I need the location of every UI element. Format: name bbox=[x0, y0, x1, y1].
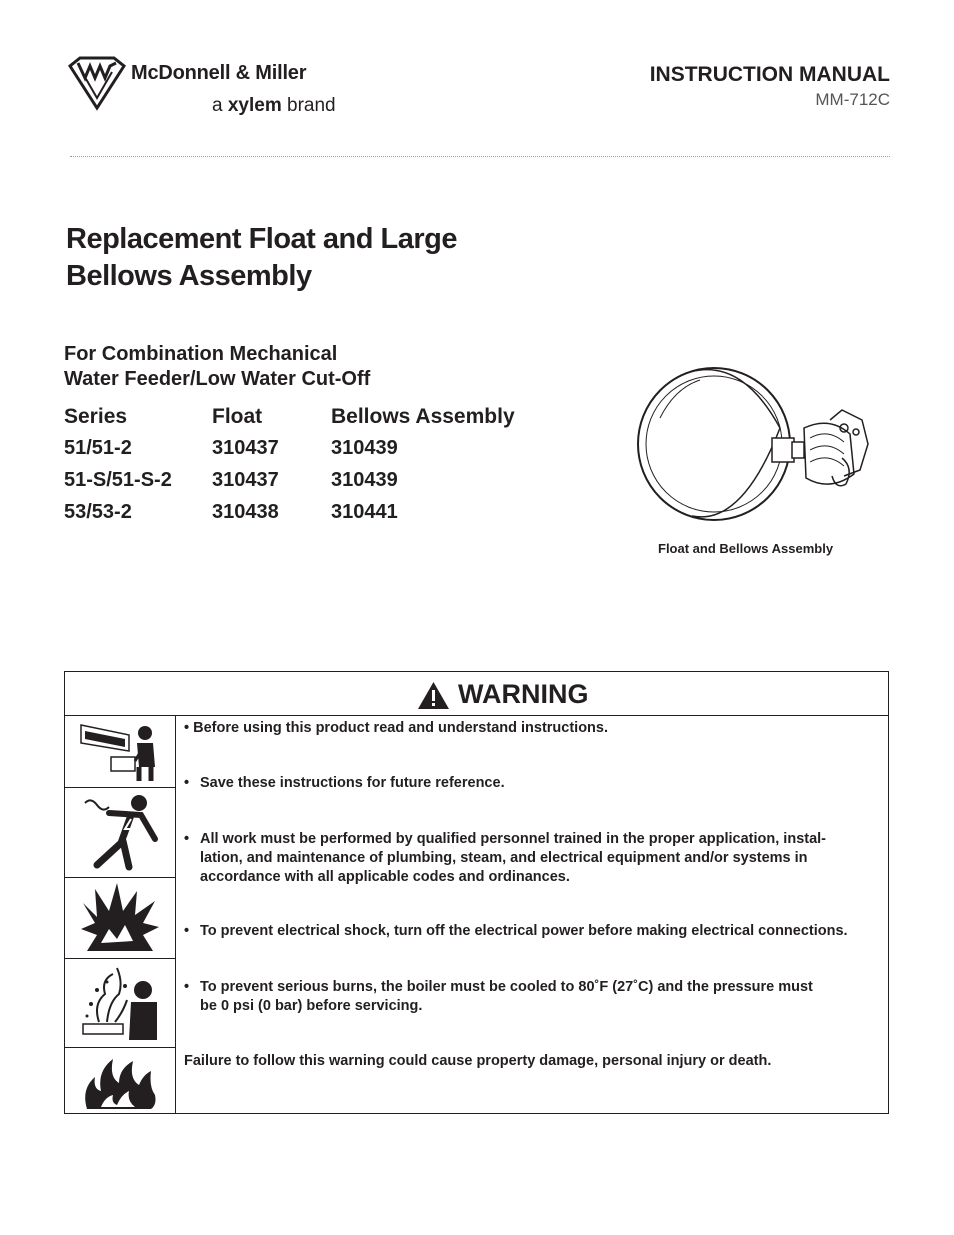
brand-name: McDonnell & Miller bbox=[131, 62, 307, 84]
header-divider bbox=[70, 156, 890, 157]
warning-heading: WARNING bbox=[458, 679, 589, 709]
warning-item: • To prevent serious burns, the boiler must be cooled to 80˚F (27˚C) and the pressure must be 0 psi (0 bar) before servicing. bbox=[184, 979, 813, 1014]
warning-footer: Failure to follow this warning could cause property damage, personal injury or death. bbox=[184, 1053, 772, 1069]
brand-subtitle: a xylem brand bbox=[212, 95, 336, 116]
hazard-cell bbox=[65, 788, 175, 878]
bellows-cell: 310439 bbox=[331, 436, 398, 459]
column-header-series: Series bbox=[64, 405, 128, 428]
series-cell: 51-S/51-S-2 bbox=[64, 468, 172, 491]
series-cell: 51/51-2 bbox=[64, 436, 132, 459]
bellows-cell: 310441 bbox=[331, 500, 398, 523]
float-cell: 310437 bbox=[212, 436, 279, 459]
hazard-cell bbox=[65, 716, 175, 788]
float-bellows-illustration bbox=[630, 358, 880, 528]
parts-table bbox=[64, 402, 515, 528]
float-cell: 310438 bbox=[212, 500, 279, 523]
hazard-cell bbox=[65, 878, 175, 959]
warning-box bbox=[64, 671, 889, 1114]
read-instructions-icon bbox=[79, 721, 161, 783]
hazard-cell bbox=[65, 1048, 175, 1113]
series-cell: 53/53-2 bbox=[64, 500, 132, 523]
hazard-icon-column bbox=[65, 716, 176, 1113]
table-row bbox=[64, 464, 515, 496]
table-row bbox=[64, 432, 515, 464]
mcdonnell-miller-logo-icon bbox=[68, 52, 126, 112]
warning-item: • All work must be performed by qualified personnel trained in the proper application, instal- lation, and maintenance of plumbing, steam, and electrical equipment and/or systems in accordance with all applicable codes and ordinances. bbox=[184, 831, 827, 885]
explosion-icon bbox=[79, 883, 161, 953]
hazard-cell bbox=[65, 959, 175, 1048]
fire-icon bbox=[79, 1053, 161, 1111]
warning-item: • To prevent electrical shock, turn off the electrical power before making electrical connections. bbox=[184, 923, 848, 939]
float-cell: 310437 bbox=[212, 468, 279, 491]
bellows-cell: 310439 bbox=[331, 468, 398, 491]
column-header-bellows: Bellows Assembly bbox=[331, 405, 515, 428]
product-subheading: For Combination Mechanical Water Feeder/Low Water Cut-Off bbox=[64, 343, 371, 390]
page-title: Replacement Float and Large Bellows Assembly bbox=[66, 223, 457, 292]
warning-triangle-icon bbox=[417, 681, 450, 710]
electric-shock-icon bbox=[79, 793, 161, 871]
table-row bbox=[64, 496, 515, 528]
figure-caption: Float and Bellows Assembly bbox=[658, 541, 834, 556]
document-number: MM-712C bbox=[815, 90, 890, 109]
warning-header bbox=[65, 672, 888, 716]
warning-item: • Before using this product read and understand instructions. bbox=[184, 720, 609, 736]
document-type: INSTRUCTION MANUAL bbox=[649, 63, 890, 86]
warning-item: • Save these instructions for future reference. bbox=[184, 775, 505, 791]
scalding-icon bbox=[79, 964, 161, 1042]
parts-table-header bbox=[64, 402, 515, 432]
column-header-float: Float bbox=[212, 405, 263, 428]
